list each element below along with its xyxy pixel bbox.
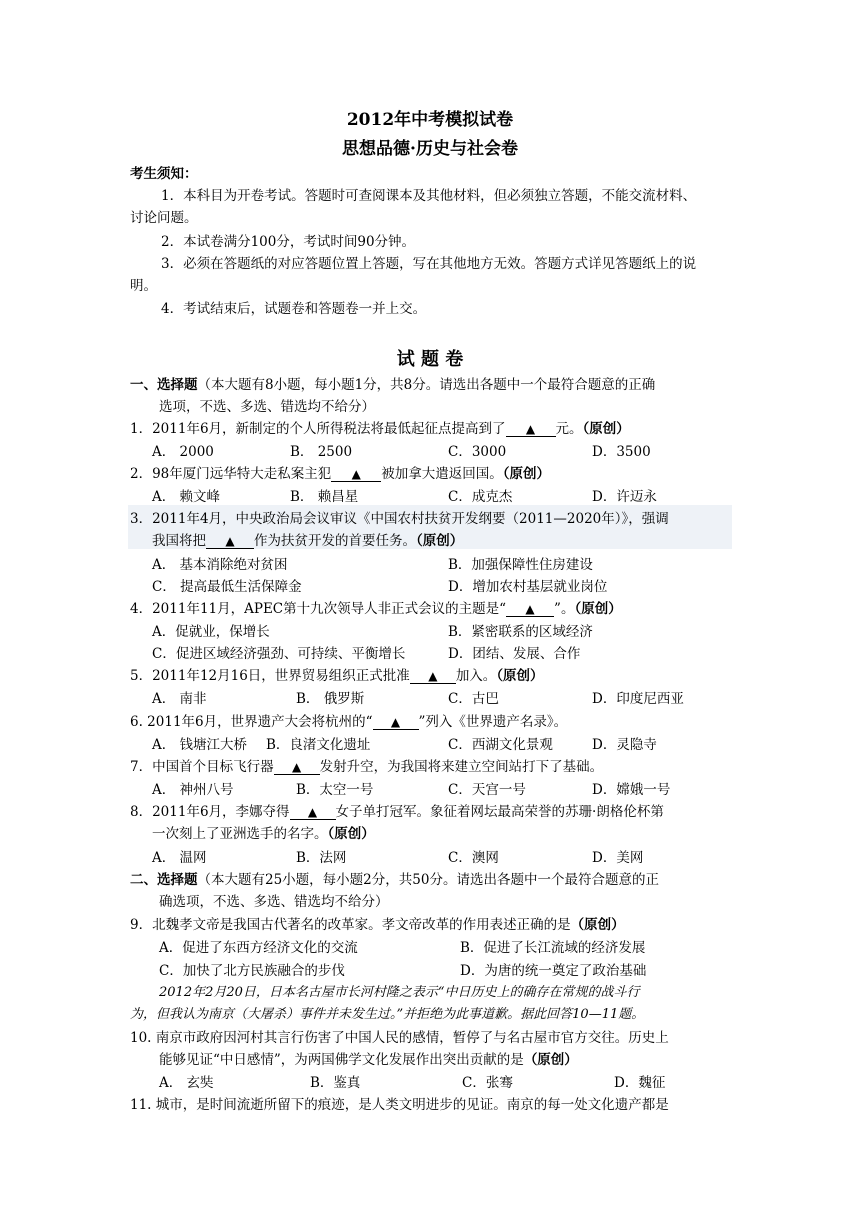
paper-title: 试 题 卷 [396,349,464,370]
option: C．张骞 [462,1075,513,1091]
original-tag: （原创） [570,917,625,933]
option: B．紧密联系的区域经济 [448,624,593,640]
answer-blank: ▲ [506,602,554,617]
option: A．促进了东西方经济文化的交流 [159,940,358,956]
exam-subtitle: 思想品德·历史与社会卷 [342,139,518,159]
option: B．太空一号 [296,782,374,798]
question-2 [130,462,550,482]
option: D．魏征 [614,1075,666,1091]
original-tag: （原创） [496,668,544,684]
notice-line: 4．考试结束后，试题卷和答题卷一并上交。 [161,301,427,317]
answer-blank: ▲ [290,805,336,820]
option: B． 赖昌星 [290,489,359,505]
question-1 [130,417,630,437]
option: D．3500 [592,444,651,460]
option: B．促进了长江流域的经济发展 [460,940,646,956]
material-text: 2012年2月20日，日本名古屋市长河村隆之表示“中日历史上的确存在常规的战斗行 [159,985,640,1000]
original-tag: （原创） [582,421,630,437]
exam-title: 2012年中考模拟试卷 [346,110,514,130]
question-11: 11. 城市，是时间流逝所留下的痕迹，是人类文明进步的见证。南京的每一处文化遗产都是 [130,1097,669,1113]
question-8 [130,800,664,820]
option: A． 基本消除绝对贫困 [152,557,288,573]
option: C．古巴 [448,691,499,707]
question-5 [130,664,544,684]
question-text: 加入。 [455,668,497,684]
option: C．澳网 [448,850,499,866]
question-3-cont [152,529,463,549]
original-tag: （原创） [574,601,622,617]
option: D．美网 [592,850,644,866]
section-desc: （本大题有8小题，每小题1分，共8分。请选出各题中一个最符合题意的正确 [197,377,656,393]
option: C．促进区域经济强劲、可持续、平衡增长 [152,646,406,662]
option: B．鉴真 [310,1075,361,1091]
option: A． 2000 [152,444,214,460]
answer-blank: ▲ [410,669,456,684]
option: B．法网 [296,850,347,866]
option: B．良渚文化遗址 [266,737,371,753]
question-text: 2．98年厦门远华特大走私案主犯 [130,466,332,482]
option: C． 提高最低生活保障金 [152,579,302,595]
option: D．增加农村基层就业岗位 [448,579,608,595]
material-text: 为，但我认为南京（大屠杀）事件并未发生过。”并拒绝为此事道歉。据此回答10—11题。 [130,1007,645,1022]
option: A． 温网 [152,850,207,866]
notice-line: 讨论问题。 [130,210,198,226]
question-4 [130,597,622,617]
question-text: 被加拿大遣返回国。 [381,466,503,482]
option: D．团结、发展、合作 [448,646,581,662]
question-text: 8．2011年6月，李娜夺得 [130,804,290,820]
question-7 [130,755,603,775]
section-label: 二、选择题 [130,872,198,888]
option: C．3000 [448,444,507,460]
option: A．促就业，保增长 [152,624,270,640]
section-desc: （本大题有25小题，每小题2分，共50分。请选出各题中一个最符合题意的正 [197,872,659,888]
question-text: 能够见证“中日感情”，为两国佛学文化发展作出突出贡献的是 [159,1052,524,1068]
question-text: ”列入《世界遗产名录》。 [418,714,568,730]
answer-blank: ▲ [373,715,419,730]
notice-line: 明。 [130,278,157,294]
question-text: 1．2011年6月，新制定的个人所得税法将最低起征点提高到了 [130,421,506,437]
option: D．灵隐寺 [592,737,657,753]
question-6 [130,710,567,730]
question-10: 10. 南京市政府因河村其言行伤害了中国人民的感情，暂停了与名古屋市官方交往。历史上 [130,1030,669,1046]
original-tag: （原创） [523,1052,578,1068]
answer-blank: ▲ [331,467,381,482]
option: A． 南非 [152,691,207,707]
question-text: 女子单打冠军。象征着网坛最高荣誉的苏珊·朗格伦杯第 [335,804,664,820]
option: B． 2500 [290,444,353,460]
option: D．嫦娥一号 [592,782,671,798]
original-tag: （原创） [502,466,551,482]
question-text: ”。 [554,601,575,617]
question-10-cont [159,1048,578,1068]
section-desc-cont: 选项，不选、多选、错选均不给分） [159,399,375,415]
option: A． 玄奘 [159,1075,214,1091]
question-text: 6. 2011年6月，世界遗产大会将杭州的“ [130,714,373,730]
option: D．印度尼西亚 [592,691,684,707]
option: C．成克杰 [448,489,513,505]
option: B． 俄罗斯 [296,691,365,707]
option: B．加强保障性住房建设 [448,557,593,573]
notice-line: 1．本科目为开卷考试。答题时可查阅课本及其他材料，但必须独立答题，不能交流材料、 [161,188,697,204]
option: A． 钱塘江大桥 [152,737,248,753]
option: D．为唐的统一奠定了政治基础 [460,963,647,979]
section-desc-cont: 确选项，不选、多选、错选均不给分） [159,894,389,910]
notice-line: 2．本试卷满分100分，考试时间90分钟。 [161,234,416,250]
option: A． 神州八号 [152,782,234,798]
option: A． 赖文峰 [152,489,221,505]
option: C．加快了北方民族融合的步伐 [159,963,345,979]
option: C．西湖文化景观 [448,737,553,753]
section-2-header [130,868,659,888]
answer-blank: ▲ [274,760,320,775]
question-text: 7．中国首个目标飞行器 [130,759,274,775]
question-8-cont [152,822,375,842]
notice-line: 3．必须在答题纸的对应答题位置上答题，写在其他地方无效。答题方式详见答题纸上的说 [161,256,697,272]
section-1-header [130,373,655,393]
question-text: 5．2011年12月16日，世界贸易组织正式批准 [130,668,410,684]
question-text: 发射升空，为我国将来建立空间站打下了基础。 [319,759,604,775]
question-text: 4．2011年11月，APEC第十九次领导人非正式会议的主题是“ [130,601,507,617]
original-tag: （原创） [327,826,375,842]
section-label: 一、选择题 [130,377,198,393]
option: D．许迈永 [592,489,657,505]
notice-heading: 考生须知： [130,166,198,182]
question-text: 9．北魏孝文帝是我国古代著名的改革家。孝文帝改革的作用表述正确的是 [130,917,571,933]
original-tag: （原创） [416,533,464,549]
question-9 [130,913,625,933]
answer-blank: ▲ [206,534,254,549]
option: C．天宫一号 [448,782,526,798]
question-3: 3．2011年4月，中央政治局会议审议《中国农村扶贫开发纲要（2011—2020年）》，强调 [130,511,669,527]
question-text: 作为扶贫开发的首要任务。 [254,533,416,549]
question-text: 一次刻上了亚洲选手的名字。 [152,826,328,842]
question-text: 我国将把 [152,533,206,549]
answer-blank: ▲ [506,422,556,437]
question-text: 元。 [555,421,583,437]
